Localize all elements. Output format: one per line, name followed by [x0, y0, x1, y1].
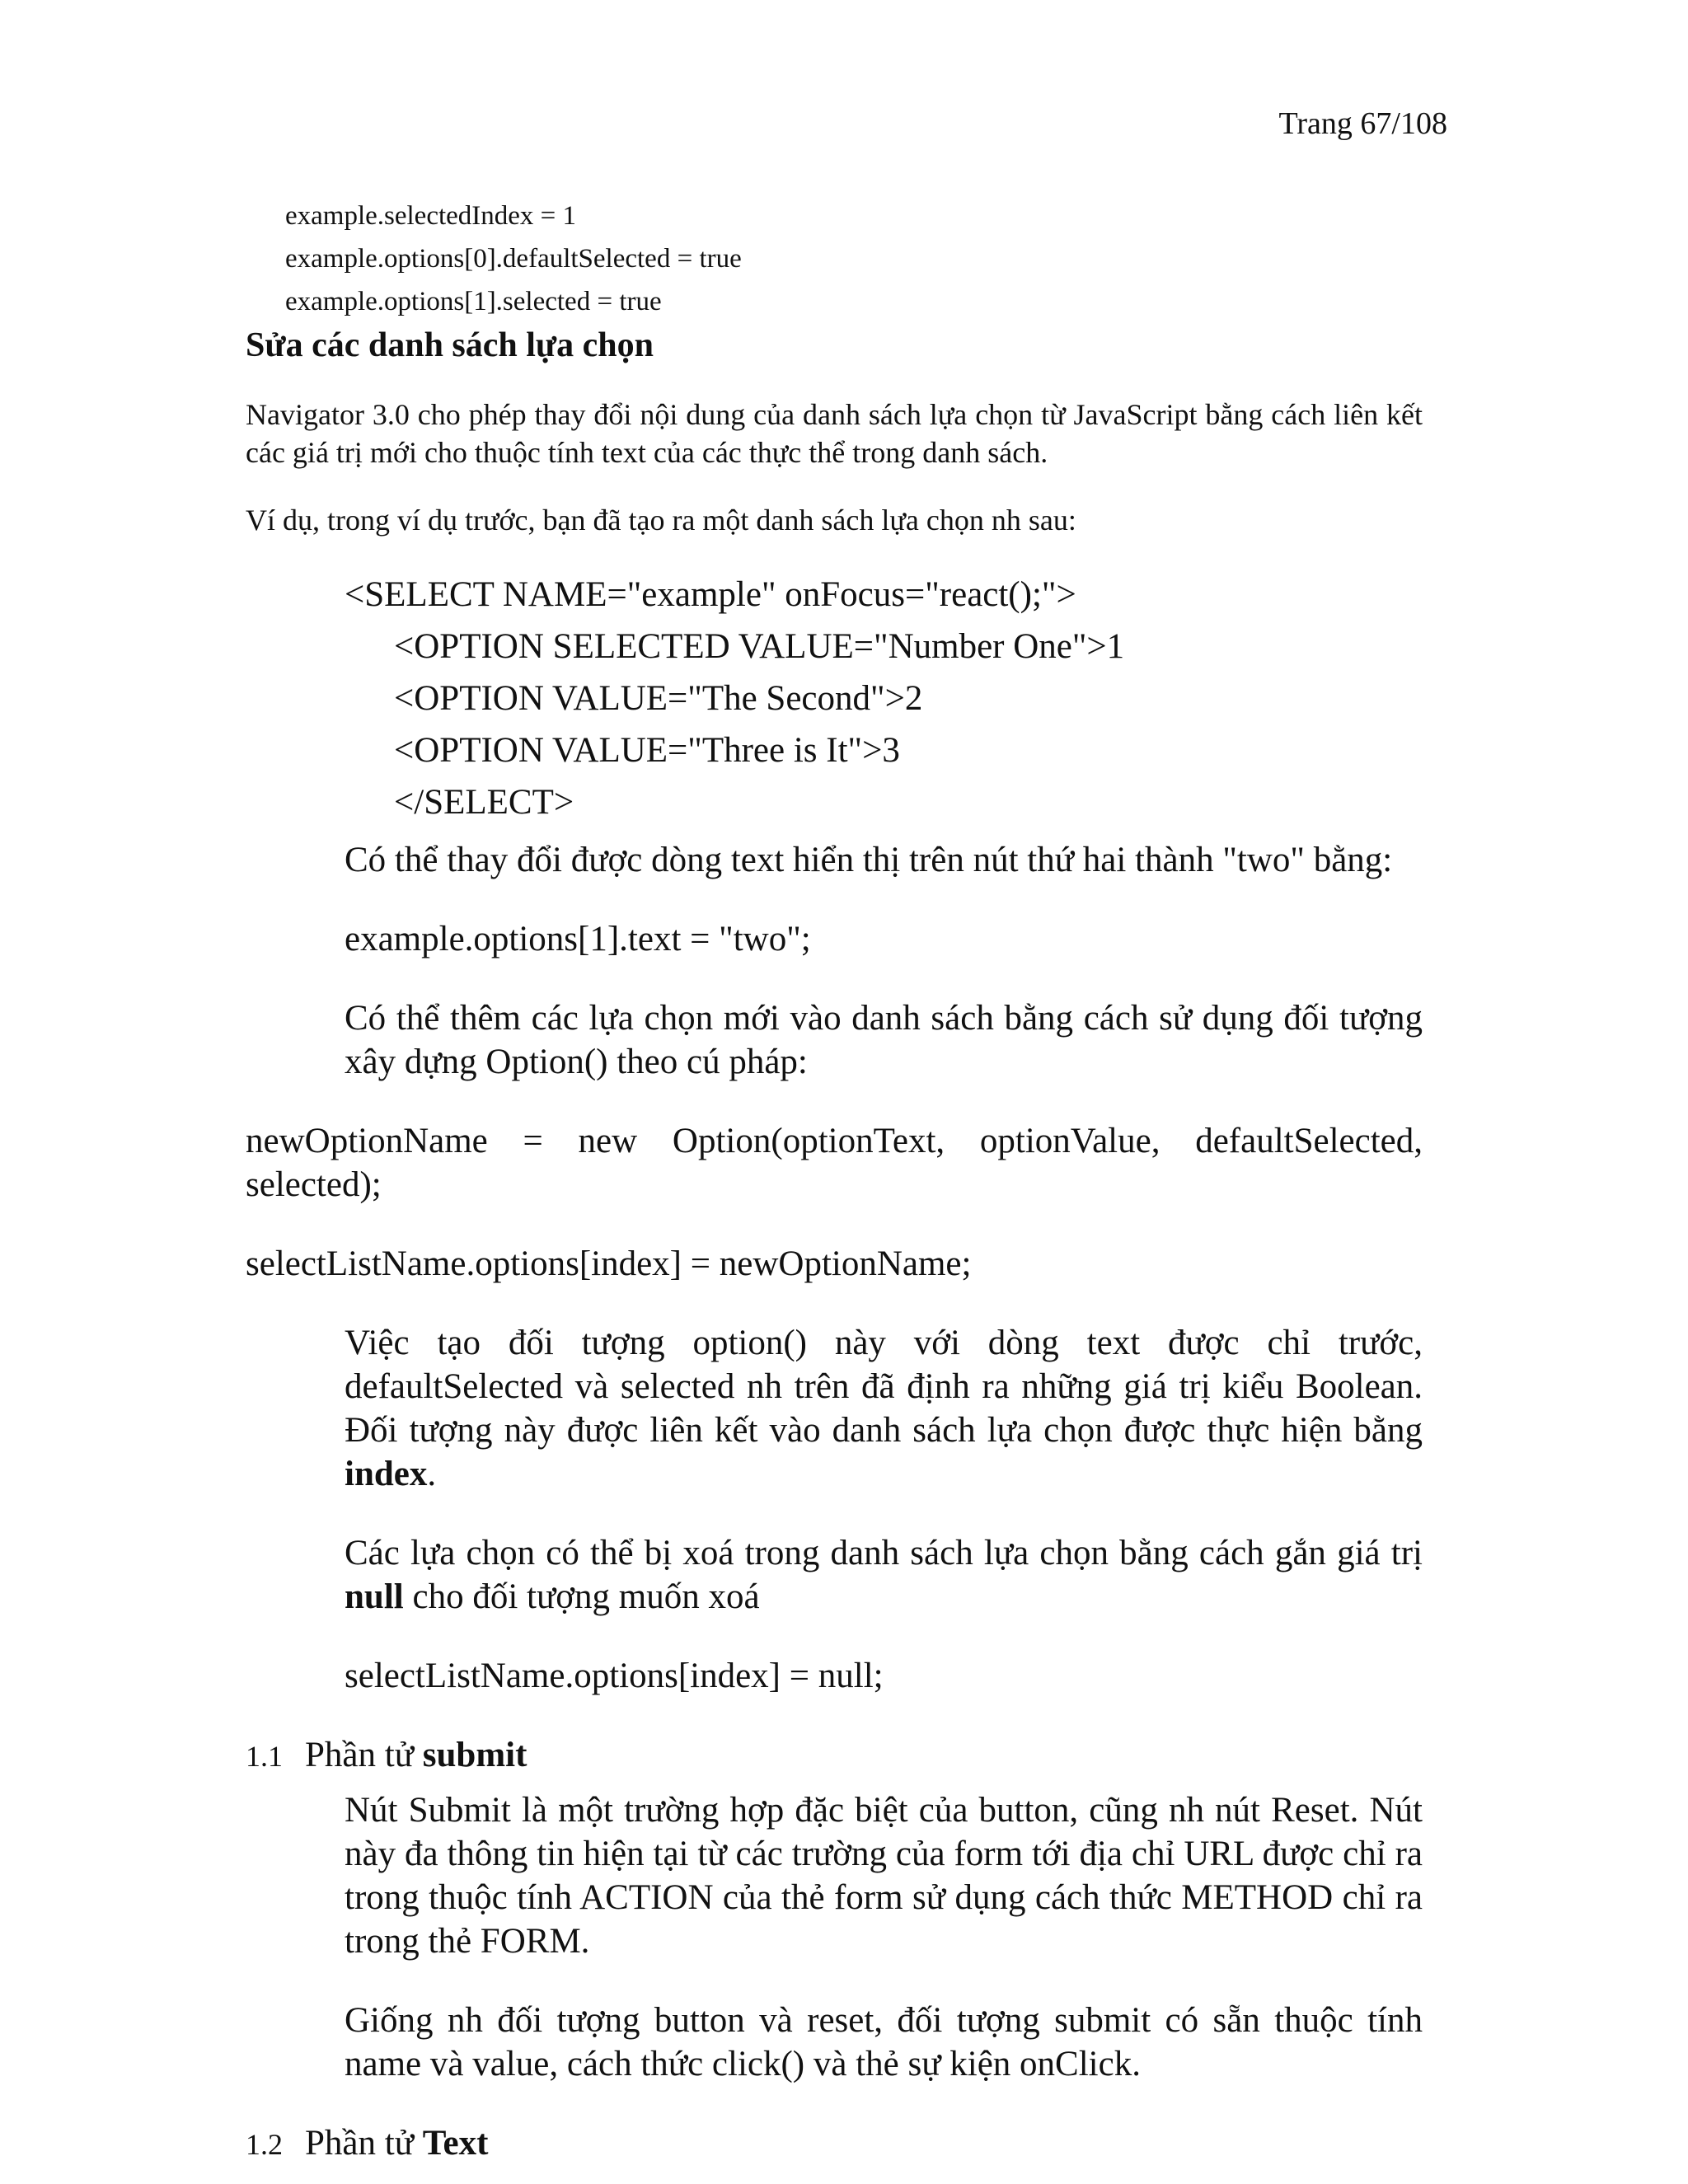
- section-number: 1.1: [246, 1740, 283, 1774]
- new-option-code: newOptionName = new Option(optionText, optionValue, defaultSelected, selected);: [246, 1122, 1423, 1205]
- submit-paragraph-2: Giống nh đối tượng button và reset, đối tượng submit có sẵn thuộc tính name và value, cách thức click() và thẻ sự kiện onClick.: [345, 2001, 1423, 2084]
- delete-option-code: selectListName.options[index] = null;: [345, 1657, 884, 1696]
- null-keyword: null: [345, 1577, 404, 1617]
- code-line-selected-index: example.selectedIndex = 1: [285, 201, 577, 231]
- section-number: 1.2: [246, 2128, 283, 2162]
- page-number: Trang 67/108: [1278, 106, 1447, 141]
- code-line-selected: example.options[1].selected = true: [285, 287, 662, 316]
- create-desc-text: Việc tạo đối tượng option() này với dòng text được chỉ trước, defaultSelected và selected nh trên đã định ra những giá trị kiểu Boolean. Đối tượng này được liên kết vào danh sách lựa chọn được thực hiện bằng: [345, 1324, 1423, 1451]
- section-intro: Navigator 3.0 cho phép thay đổi nội dung của danh sách lựa chọn từ JavaScript bằng cách liên kết các giá trị mới cho thuộc tính text của các thực thể trong danh sách.: [246, 398, 1423, 470]
- option-line: <OPTION SELECTED VALUE="Number One">1: [394, 627, 1125, 667]
- document-body: [246, 194, 1423, 2167]
- section-title-keyword: submit: [422, 1736, 528, 1775]
- create-desc-end: .: [427, 1455, 437, 1494]
- assign-option-code: selectListName.options[index] = newOptionName;: [246, 1244, 972, 1284]
- example-intro: Ví dụ, trong ví dụ trước, bạn đã tạo ra một danh sách lựa chọn nh sau:: [246, 504, 1076, 537]
- delete-desc-end: cho đối tượng muốn xoá: [403, 1577, 760, 1617]
- code-line-default-selected: example.options[0].defaultSelected = true: [285, 244, 742, 274]
- delete-desc-text: Các lựa chọn có thể bị xoá trong danh sách lựa chọn bằng cách gắn giá trị: [345, 1534, 1423, 1573]
- section-title-prefix: Phần tử: [305, 2124, 423, 2163]
- create-option-paragraph: [246, 1321, 1423, 1496]
- option-line: <OPTION VALUE="Three is It">3: [394, 731, 900, 771]
- index-keyword: index: [345, 1455, 428, 1494]
- change-text-paragraph: Có thể thay đổi được dòng text hiển thị trên nút thứ hai thành "two" bằng:: [345, 841, 1393, 880]
- option-line: <OPTION VALUE="The Second">2: [394, 679, 923, 719]
- select-open-tag: <SELECT NAME="example" onFocus="react();">: [345, 575, 1076, 615]
- add-option-paragraph: Có thể thêm các lựa chọn mới vào danh sách bằng cách sử dụng đối tượng xây dựng Option() theo cú pháp:: [345, 999, 1423, 1082]
- section-heading: Sửa các danh sách lựa chọn: [246, 326, 654, 364]
- text-section-heading: [246, 2121, 1423, 2167]
- delete-option-paragraph: [246, 1531, 1423, 1619]
- select-code-block: [246, 569, 1423, 828]
- submit-paragraph-1: Nút Submit là một trường hợp đặc biệt của button, cũng nh nút Reset. Nút này đa thông tin hiện tại từ các trường của form tới địa chỉ URL được chỉ ra trong thuộc tính ACTION của thẻ form sử dụng cách thức METHOD chỉ ra trong thẻ FORM.: [345, 1791, 1423, 1961]
- submit-section-heading: [246, 1733, 1423, 1779]
- select-close-tag: </SELECT>: [394, 783, 574, 823]
- section-title-prefix: Phần tử: [305, 1736, 423, 1775]
- change-text-code: example.options[1].text = "two";: [345, 920, 811, 959]
- section-title-keyword: Text: [422, 2124, 489, 2163]
